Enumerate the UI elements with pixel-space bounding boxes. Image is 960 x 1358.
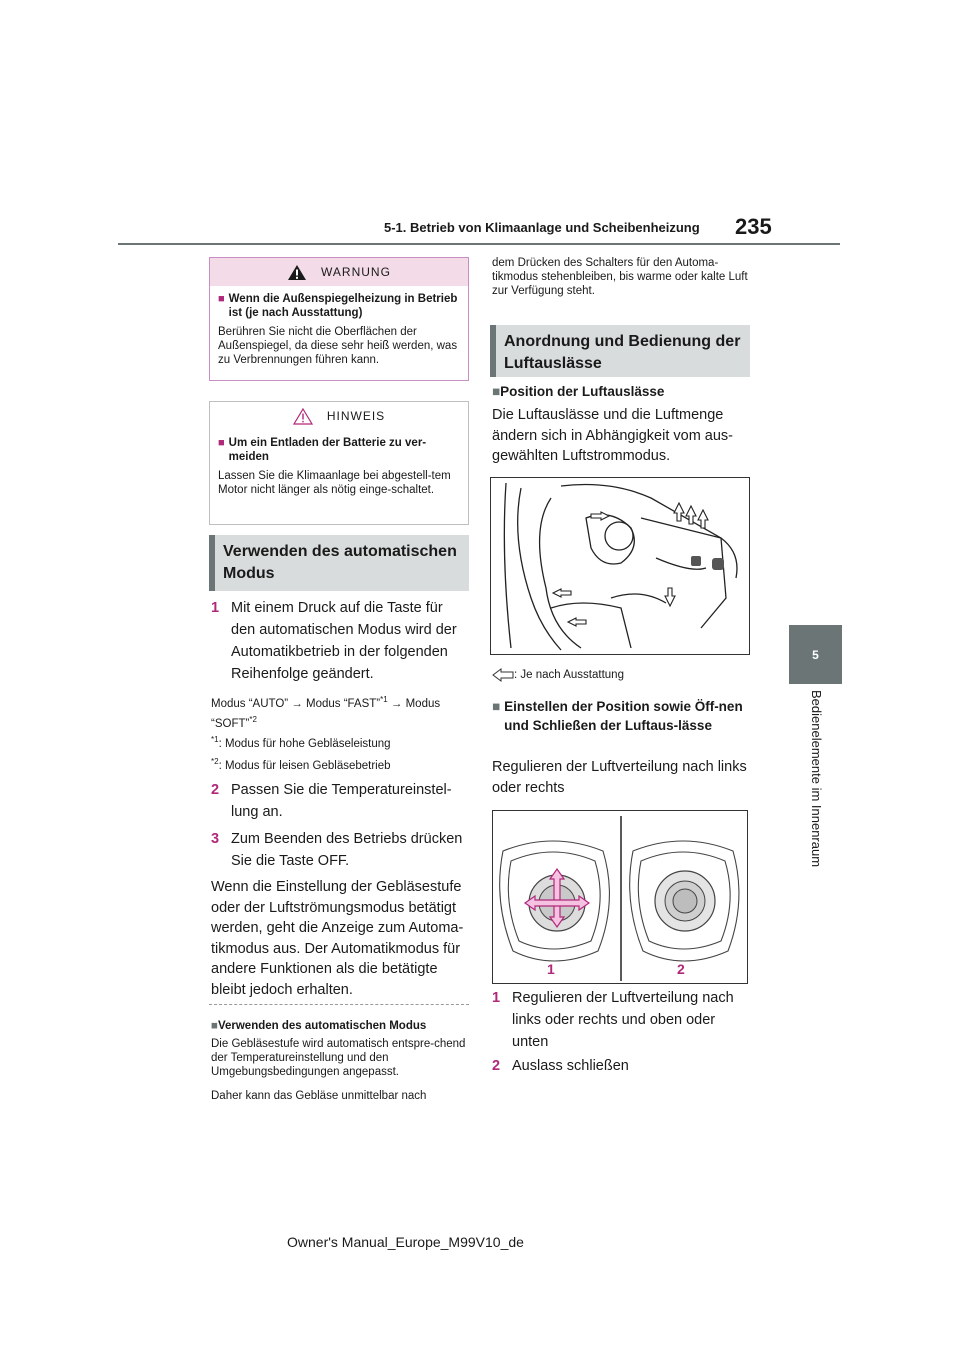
step-text: Zum Beenden des Betriebs drücken Sie die Taste OFF. [231,831,463,869]
step-text: Mit einem Druck auf die Taste für den automatischen Modus wird der Automatikbetrieb in der folgenden Reihenfolge geändert. [231,600,457,682]
step-number: 3 [211,831,220,847]
warning-title: WARNUNG [321,265,391,279]
notice-title: HINWEIS [326,409,386,423]
header-rule [118,243,840,245]
warning-header [210,258,468,286]
square-bullet-icon: ■ [211,1020,218,1032]
footnote-2 [211,755,469,773]
square-bullet-icon: ■ [218,293,225,305]
step-number: 2 [211,782,220,798]
car-interior-illustration [491,478,749,654]
footnote-1 [211,733,469,751]
auto-step-1 [211,597,469,685]
vent-operation-figure [492,810,748,984]
vent-position-title [492,384,750,399]
vent-adjust-title [492,697,750,735]
fn2-mark: *2 [211,757,219,766]
auto-note-title-text: Verwenden des automatischen Modus [217,1020,427,1032]
chapter-label: Bedienelemente im Innenraum [809,690,824,868]
fn1-mark: *1 [211,735,219,744]
auto-paragraph: Wenn die Einstellung der Gebläsestufe oder der Luftströmungsmodus betätigt werden, geht die Anzeige zum Automa-tikmodus aus. Der Automatikmodus für andere Funktionen als die betätigte bleibt jedoch erhalten. [211,879,464,998]
auto-step-3 [211,828,469,872]
vent-illustration [493,811,747,983]
legend-text: : Je nach Ausstattung [514,669,624,681]
square-bullet-icon: ■ [218,437,225,449]
step-text: Passen Sie die Temperatureinstel-lung an. [231,782,452,820]
vent-item-1 [492,987,750,1053]
square-bullet-icon: ■ [492,384,501,399]
notice-text: Lassen Sie die Klimaanlage bei abgestell-tem Motor nicht länger als nötig einge-schaltet. [218,470,451,496]
step-number: 1 [211,600,220,616]
warning-box [209,257,469,381]
continued-text: dem Drücken des Schalters für den Automa-tikmodus stehenbleiben, bis warme oder kalte Luft zur Verfügung steht. [492,257,748,297]
auto-note-text-2: Daher kann das Gebläse unmittelbar nach [211,1090,427,1102]
item-number: 1 [492,990,501,1006]
square-bullet-icon: ■ [492,699,501,714]
arrow-legend-icon [492,668,514,682]
auto-step-2 [211,779,469,823]
caution-icon [293,408,313,425]
vent-item-2 [492,1055,750,1077]
legend [492,668,750,682]
fn1-text: : Modus für hohe Gebläseleistung [218,737,391,750]
section-title-auto: Verwenden des automatischen Modus [209,535,469,591]
figure-label-1: 1 [547,961,555,977]
warning-subtitle: Wenn die Außenspiegelheizung in Betrieb ist (je nach Ausstattung) [228,293,458,319]
chapter-tab: 5 [789,625,842,684]
note-divider [209,1004,469,1005]
page-number: 235 [735,214,772,239]
vent-position-title-text: Position der Luftauslässe [500,384,665,399]
mode-sup-2: *2 [249,714,257,724]
section-header: 5-1. Betrieb von Klimaanlage und Scheibenheizung [384,220,700,235]
item-text: Regulieren der Luftverteilung nach links oder rechts und oben oder unten [512,990,734,1050]
mode-sequence [211,692,469,732]
mode-seq-b: → Modus “SOFT” [211,697,441,730]
vent-position-text: Die Luftauslässe und die Luftmenge ändern sich in Abhängigkeit vom aus-gewählten Luftstrommodus. [492,407,734,464]
warning-text: Berühren Sie nicht die Oberflächen der Außenspiegel, da diese sehr heiß werden, was zu Verbrennungen führen kann. [218,326,458,366]
auto-note-title [211,1019,469,1033]
mode-sup-1: *1 [380,695,388,704]
item-number: 2 [492,1058,501,1074]
item-text: Auslass schließen [512,1058,629,1074]
notice-box [209,401,469,525]
warning-icon [287,264,307,281]
vent-adjust-text: Regulieren der Luftverteilung nach links oder rechts [492,759,747,796]
figure-label-2: 2 [677,961,685,977]
vent-adjust-title-text: Einstellen der Position sowie Öff-nen und Schließen der Luftaus-lässe [504,699,743,733]
section-title-vents: Anordnung und Bedienung der Luftauslässe [490,325,750,377]
fn2-text: : Modus für leisen Gebläsebetrieb [218,759,391,772]
mode-seq-a: Modus “AUTO” → Modus “FAST” [211,697,381,710]
notice-subtitle: Um ein Entladen der Batterie zu ver-meiden [228,437,427,463]
footer-text: Owner's Manual_Europe_M99V10_de [287,1234,524,1250]
vent-position-figure [490,477,750,655]
auto-note-text-1: Die Gebläsestufe wird automatisch entspre-chend der Temperatureinstellung und den Umgebungsbedingungen angepasst. [211,1038,466,1078]
notice-header [210,402,468,430]
